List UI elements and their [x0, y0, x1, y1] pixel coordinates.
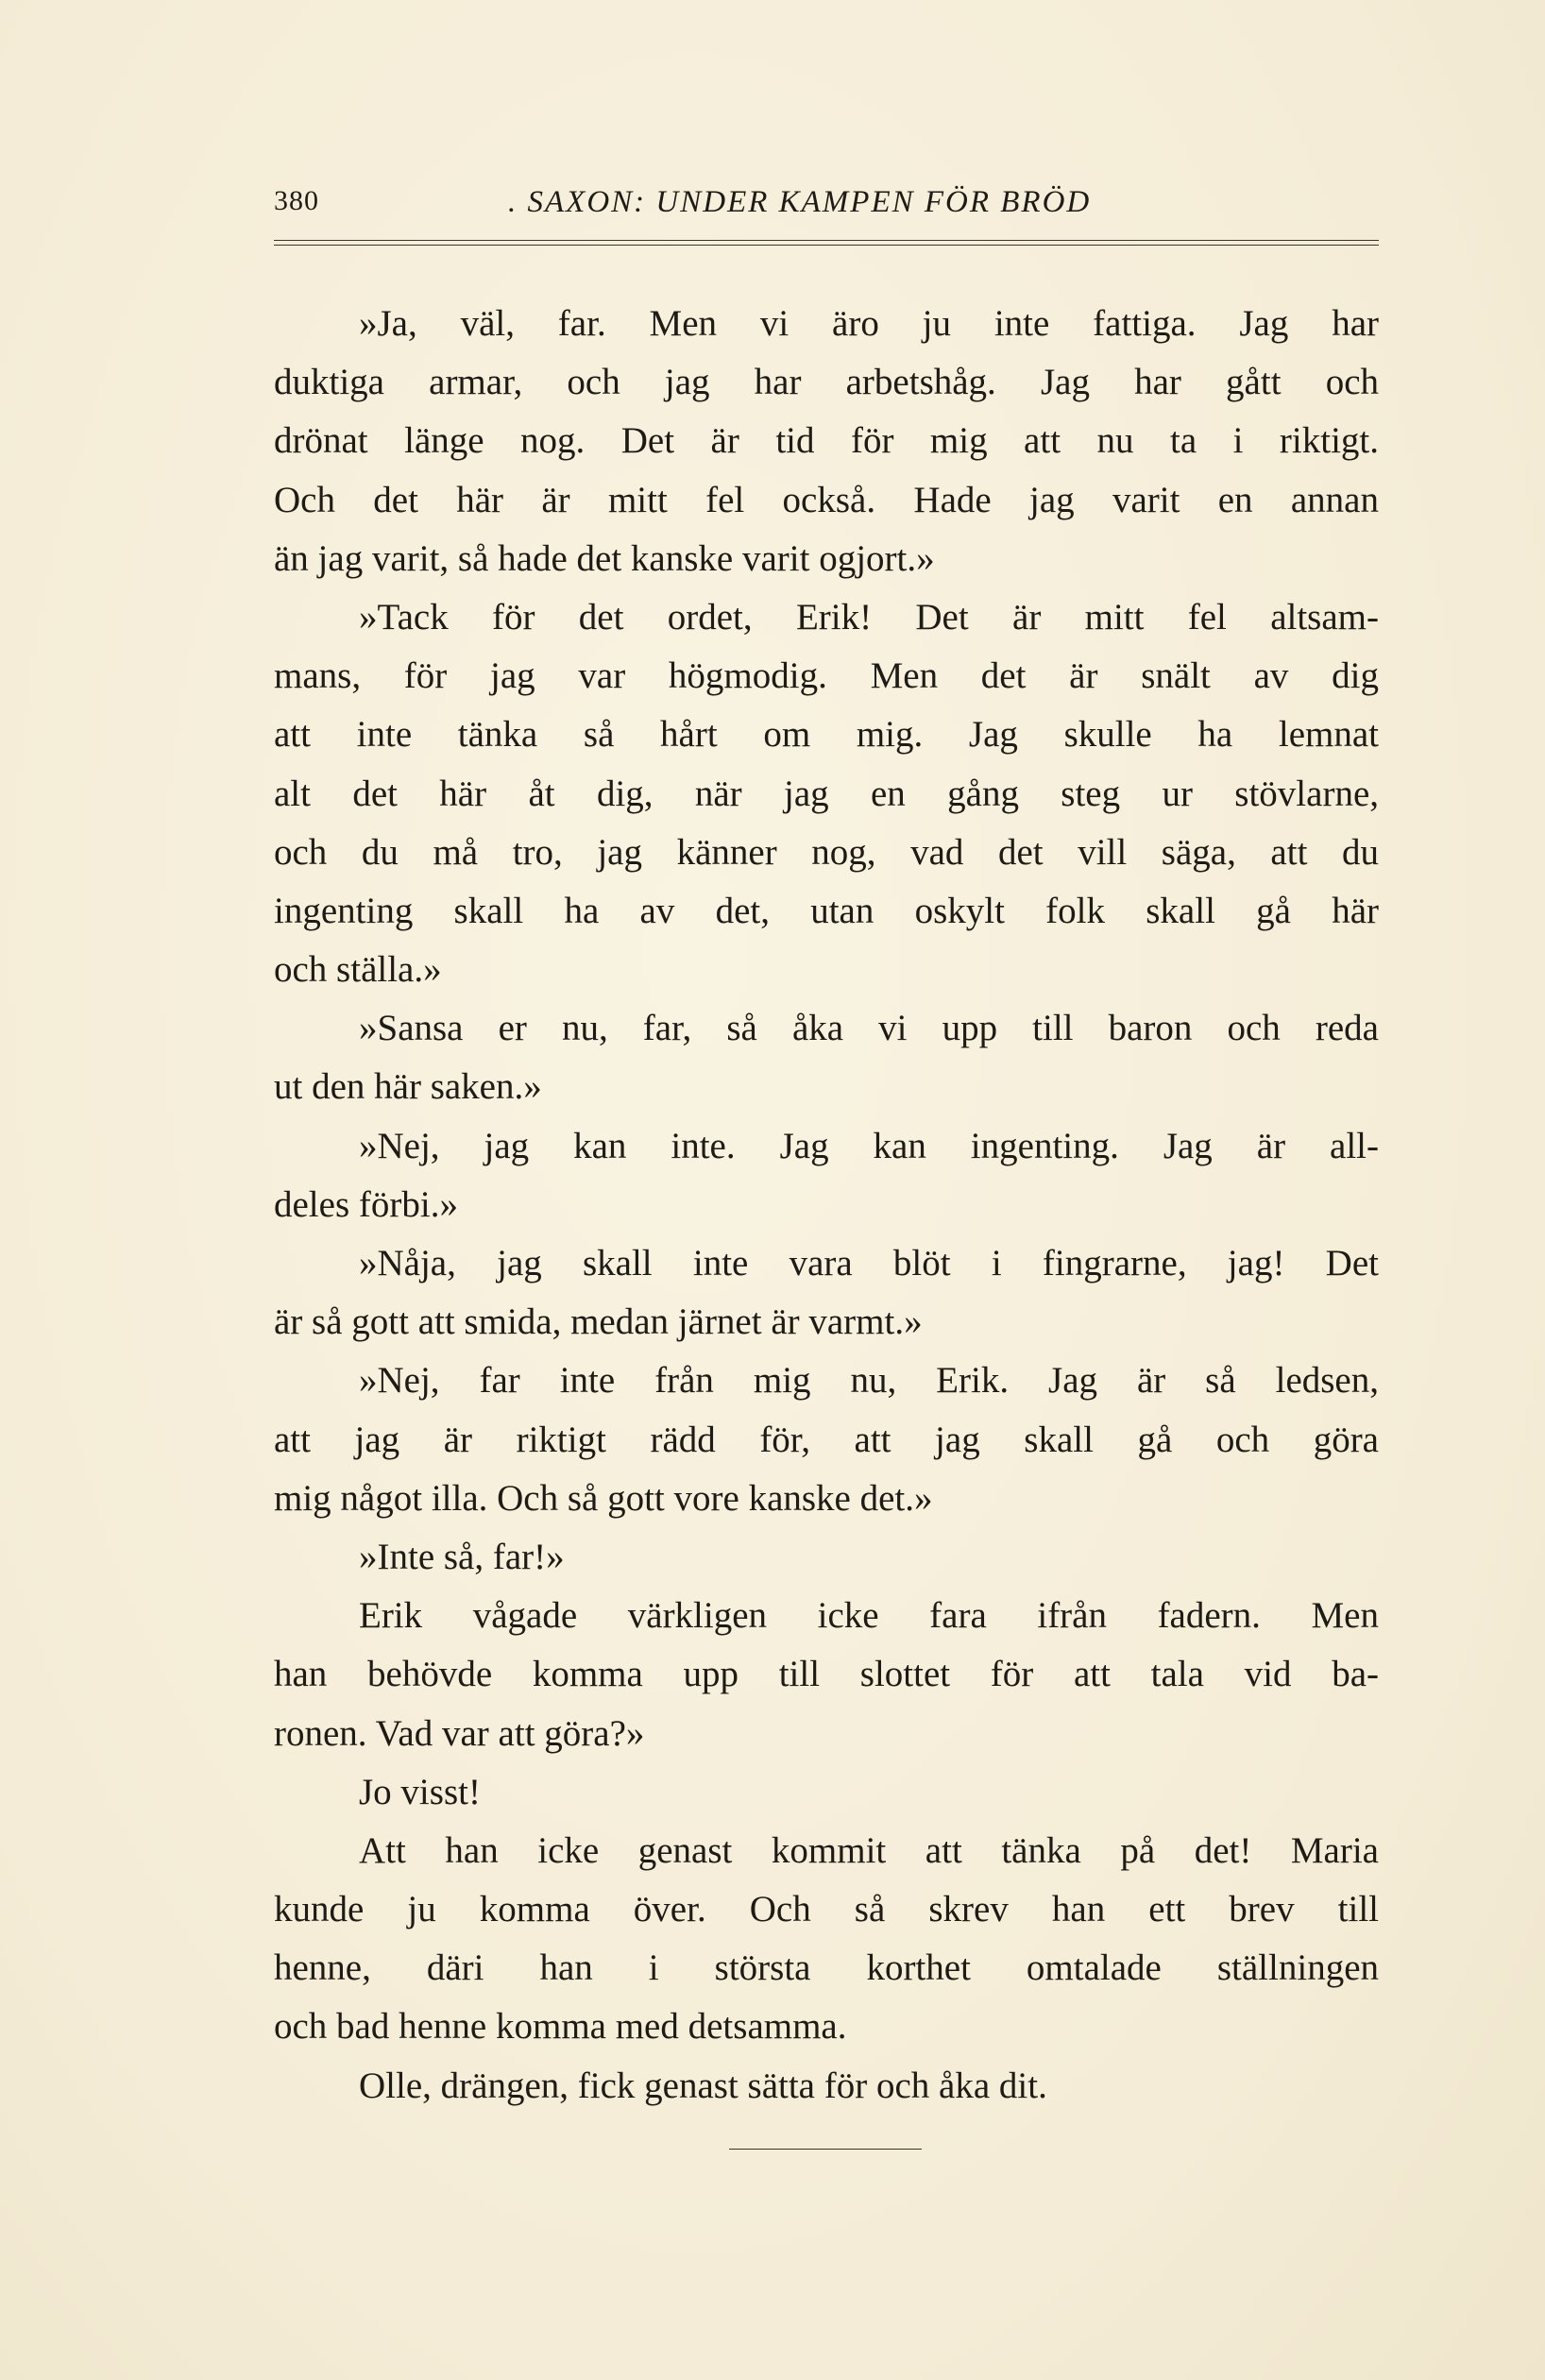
text-line: »Sansa er nu, far, så åka vi upp till baron och reda: [359, 1008, 1379, 1049]
paragraph: [274, 2057, 1379, 2116]
text-line: att inte tänka så hårt om mig. Jag skulle ha lemnat: [274, 714, 1379, 756]
paragraph: [274, 1234, 1379, 1352]
text-line: ingenting skall ha av det, utan oskylt folk skall gå här: [274, 890, 1379, 931]
text-line: och ställa.»: [274, 949, 442, 991]
text-line: ronen. Vad var att göra?»: [274, 1712, 645, 1754]
text-line: kunde ju komma över. Och så skrev han ett brev till: [274, 1889, 1379, 1930]
text-line: »Inte så, far!»: [359, 1536, 565, 1577]
page-header: [274, 185, 1379, 223]
paragraph: [274, 1352, 1379, 1528]
text-line: Jo visst!: [359, 1771, 481, 1812]
text-line: deles förbi.»: [274, 1183, 458, 1225]
paragraph: [274, 295, 1379, 588]
text-line: duktiga armar, och jag har arbetshåg. Jag har gått och: [274, 362, 1379, 403]
paragraph: [274, 1763, 1379, 1822]
end-rule: [729, 2149, 922, 2150]
header-double-rule: [274, 240, 1379, 246]
text-line: drönat länge nog. Det är tid för mig att nu ta i riktigt.: [274, 420, 1379, 462]
body-text: [274, 295, 1379, 2116]
text-line: henne, däri han i största korthet omtalade ställningen: [274, 1947, 1379, 1989]
paragraph: [274, 1528, 1379, 1587]
text-line: »Nej, jag kan inte. Jag kan ingenting. Jag är all-: [359, 1125, 1379, 1166]
text-line: »Ja, väl, far. Men vi äro ju inte fattiga. Jag har: [359, 303, 1379, 344]
paragraph: [274, 1117, 1379, 1234]
text-line: han behövde komma upp till slottet för att tala vid ba-: [274, 1654, 1379, 1695]
text-line: »Nej, far inte från mig nu, Erik. Jag är så ledsen,: [359, 1360, 1379, 1402]
paragraph: [274, 1587, 1379, 1763]
text-line: Olle, drängen, fick genast sätta för och åka dit.: [359, 2065, 1047, 2106]
text-line: »Nåja, jag skall inte vara blöt i fingrarne, jag! Det: [359, 1243, 1379, 1284]
paragraph: [274, 999, 1379, 1116]
text-line: Erik vågade värkligen icke fara ifrån fadern. Men: [359, 1595, 1379, 1637]
running-title: . SAXON: UNDER KAMPEN FÖR BRÖD: [508, 185, 1092, 219]
text-line: än jag varit, så hade det kanske varit ogjort.»: [274, 537, 935, 579]
text-line: att jag är riktigt rädd för, att jag skall gå och göra: [274, 1419, 1379, 1460]
page-number: 380: [274, 185, 319, 216]
text-line: Och det här är mitt fel också. Hade jag varit en annan: [274, 479, 1379, 520]
text-line: alt det här åt dig, när jag en gång steg ur stövlarne,: [274, 773, 1379, 814]
text-line: mig något illa. Och så gott vore kanske det.»: [274, 1477, 933, 1519]
text-line: ut den här saken.»: [274, 1066, 542, 1108]
text-line: är så gott att smida, medan järnet är varmt.»: [274, 1301, 923, 1343]
paragraph: [274, 588, 1379, 999]
text-line: »Tack för det ordet, Erik! Det är mitt fel altsam-: [359, 596, 1379, 638]
text-line: Att han icke genast kommit att tänka på det! Maria: [359, 1829, 1379, 1871]
text-line: och bad henne komma med detsamma.: [274, 2006, 847, 2048]
text-line: mans, för jag var högmodig. Men det är snält av dig: [274, 655, 1379, 697]
text-line: och du må tro, jag känner nog, vad det vill säga, att du: [274, 831, 1379, 873]
paragraph: [274, 1822, 1379, 2057]
